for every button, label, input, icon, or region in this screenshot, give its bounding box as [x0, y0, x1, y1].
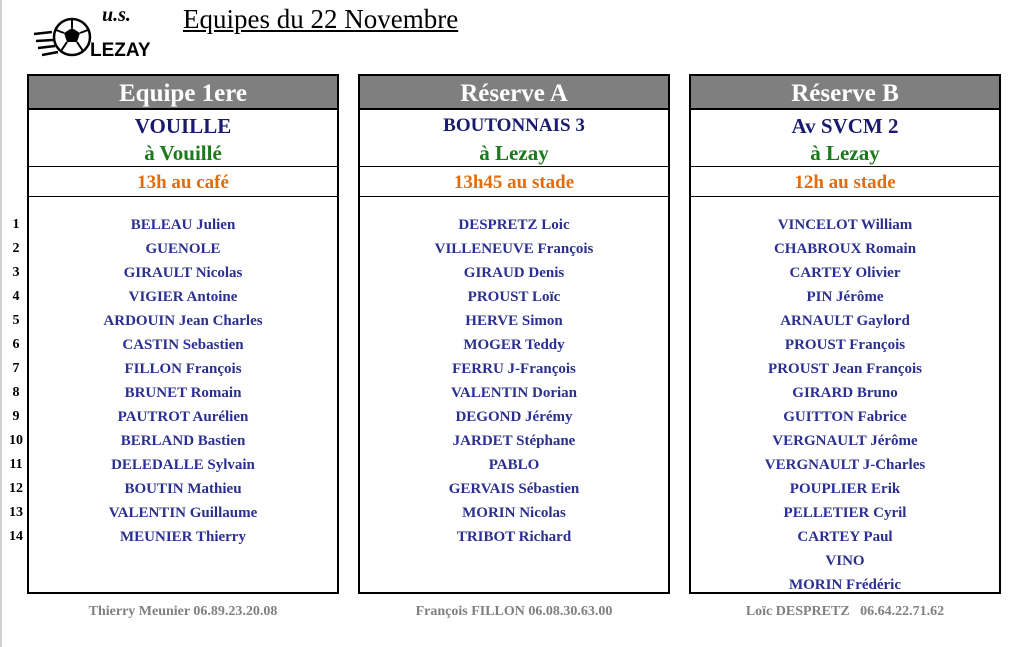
player-name: VERGNAULT Jérôme	[772, 433, 918, 449]
player-name: FILLON François	[124, 361, 242, 377]
opponent-name: BOUTONNAIS 3	[443, 115, 585, 136]
meeting-time: 13h45 au stade	[360, 167, 668, 197]
player-name: PAUTROT Aurélien	[117, 409, 249, 425]
player-name: ARNAULT Gaylord	[780, 313, 910, 329]
player-name: MOGER Teddy	[463, 337, 565, 353]
match-info	[360, 110, 668, 167]
player-name: VINCELOT William	[777, 217, 913, 233]
player-name: CARTEY Olivier	[789, 265, 901, 281]
player-name: BERLAND Bastien	[120, 433, 246, 449]
player-name: POUPLIER Erik	[789, 481, 901, 497]
player-name: VERGNAULT J-Charles	[764, 457, 926, 473]
team-card-reserve-a	[358, 74, 670, 594]
player-name: BELEAU Julien	[130, 217, 236, 233]
match-venue: à Lezay	[810, 141, 880, 165]
match-info	[29, 110, 337, 167]
row-number: 12	[9, 481, 23, 496]
logo-bottom-text: LEZAY	[90, 40, 151, 61]
row-number: 4	[12, 289, 20, 304]
row-number: 6	[12, 337, 20, 352]
player-list	[691, 197, 999, 597]
match-info	[691, 110, 999, 167]
player-name: VINO	[825, 553, 865, 569]
row-number: 8	[12, 385, 20, 400]
row-number: 14	[9, 529, 23, 544]
player-name: GIRAUD Denis	[463, 265, 565, 281]
player-name: CHABROUX Romain	[773, 241, 917, 257]
row-number: 3	[12, 265, 20, 280]
team-card-reserve-b	[689, 74, 1001, 594]
player-name: JARDET Stéphane	[452, 433, 576, 449]
team-name: Réserve A	[360, 76, 668, 110]
player-name: MORIN Nicolas	[462, 505, 566, 521]
team-name: Equipe 1ere	[29, 76, 337, 110]
row-number: 9	[12, 409, 20, 424]
team-contact: François FILLON 06.08.30.63.00	[415, 604, 613, 619]
player-name: ARDOUIN Jean Charles	[103, 313, 263, 329]
opponent-name: VOUILLE	[134, 114, 232, 138]
player-name: VALENTIN Dorian	[451, 385, 577, 401]
player-name: GIRARD Bruno	[792, 385, 898, 401]
player-name: DESPRETZ Loic	[458, 217, 570, 233]
player-name: PROUST François	[784, 337, 906, 353]
meeting-time: 12h au stade	[691, 167, 999, 197]
row-number: 5	[12, 313, 20, 328]
player-name: BOUTIN Mathieu	[124, 481, 242, 497]
club-logo	[32, 4, 162, 64]
row-number: 10	[9, 433, 23, 448]
player-name: VILLENEUVE François	[434, 241, 594, 257]
player-name: PABLO	[488, 457, 540, 473]
player-name: TRIBOT Richard	[456, 529, 572, 545]
player-name: GUENOLE	[145, 241, 221, 257]
player-name: VALENTIN Guillaume	[108, 505, 258, 521]
player-name: MORIN Frédéric	[788, 577, 902, 593]
logo-top-text: u.s.	[102, 4, 131, 26]
player-name: MEUNIER Thierry	[120, 529, 246, 545]
row-numbers	[6, 213, 26, 549]
player-name: PROUST Loïc	[467, 289, 561, 305]
match-venue: à Vouillé	[144, 141, 222, 165]
page-title: Equipes du 22 Novembre	[183, 4, 459, 34]
opponent-name: Av SVCM 2	[791, 114, 899, 138]
player-name: DEGOND Jérémy	[455, 409, 573, 425]
player-name: PELLETIER Cyril	[783, 505, 907, 521]
team-card-equipe-1ere	[27, 74, 339, 594]
team-contact: Thierry Meunier 06.89.23.20.08	[88, 604, 278, 619]
row-number: 2	[12, 241, 20, 256]
player-name: BRUNET Romain	[124, 385, 242, 401]
player-name: FERRU J-François	[452, 361, 576, 377]
player-name: VIGIER Antoine	[128, 289, 238, 305]
row-number: 11	[9, 457, 23, 472]
row-number: 7	[12, 361, 20, 376]
player-name: GERVAIS Sébastien	[448, 481, 580, 497]
player-name: HERVE Simon	[465, 313, 563, 329]
player-list	[360, 197, 668, 549]
player-name: PIN Jérôme	[806, 289, 884, 305]
player-name: DELEDALLE Sylvain	[111, 457, 255, 473]
team-contact: Loïc DESPRETZ 06.64.22.71.62	[745, 604, 945, 619]
row-number: 1	[12, 217, 20, 232]
player-name: CASTIN Sebastien	[122, 337, 244, 353]
spreadsheet-gridline	[0, 0, 2, 647]
player-list	[29, 197, 337, 549]
meeting-time: 13h au café	[29, 167, 337, 197]
player-name: GUITTON Fabrice	[783, 409, 907, 425]
row-number: 13	[9, 505, 23, 520]
soccer-ball-icon	[54, 19, 90, 55]
match-venue: à Lezay	[479, 141, 549, 165]
team-name: Réserve B	[691, 76, 999, 110]
player-name: PROUST Jean François	[768, 361, 922, 377]
player-name: CARTEY Paul	[797, 529, 893, 545]
player-name: GIRAULT Nicolas	[123, 265, 243, 281]
